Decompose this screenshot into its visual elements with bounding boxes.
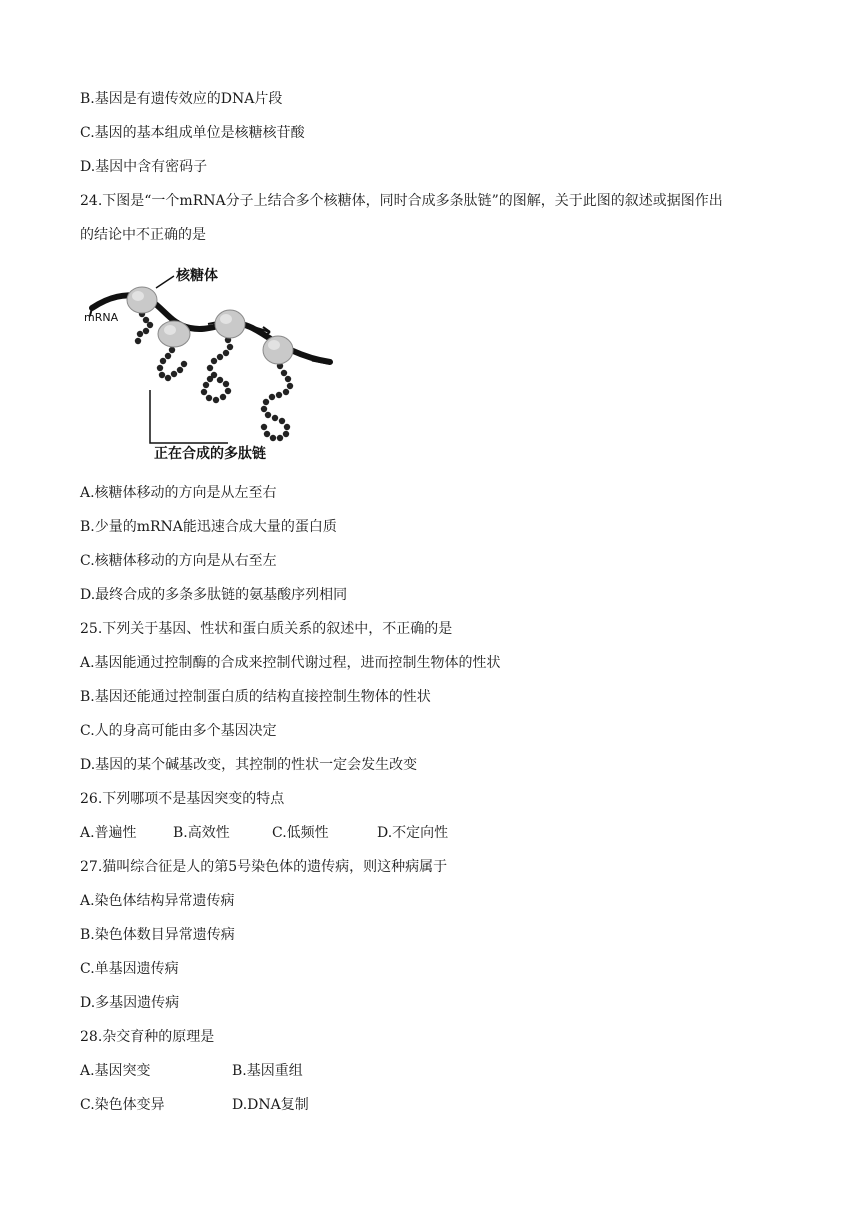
q27-option-c: C.单基因遗传病 [80,961,179,977]
q24-option-a: A.核糖体移动的方向是从左至右 [80,485,277,501]
q27-option-d: D.多基因遗传病 [80,995,180,1011]
q24-option-c: C.核糖体移动的方向是从右至左 [80,553,277,569]
q24-stem-line1: 24.下图是“一个mRNA分子上结合多个核糖体，同时合成多条肽链”的图解，关于此图的叙述或据图作出 [80,193,723,209]
q23-option-c: C.基因的基本组成单位是核糖核苷酸 [80,125,305,141]
q24-stem-line2: 的结论中不正确的是 [80,227,206,243]
q26-option-b: B.高效性 [173,825,230,841]
q26-option-a: A.普遍性 [80,825,137,841]
q28-options-row1 [80,1062,380,1080]
q25-option-b: B.基因还能通过控制蛋白质的结构直接控制生物体的性状 [80,689,431,705]
q28-option-c: C.染色体变异 [80,1097,165,1113]
q28-option-b: B.基因重组 [232,1063,303,1079]
q28-option-a: A.基因突变 [80,1063,151,1079]
q26-options [80,824,540,842]
ribosome-pointer [156,276,174,288]
q25-option-c: C.人的身高可能由多个基因决定 [80,723,277,739]
ribosome-4 [263,336,293,364]
q27-option-b: B.染色体数目异常遗传病 [80,927,235,943]
q23-option-b: B.基因是有遗传效应的DNA片段 [80,91,283,107]
q26-stem: 26.下列哪项不是基因突变的特点 [80,791,285,807]
q28-options-row2 [80,1096,380,1114]
ribosome-label: 核糖体 [176,268,218,284]
q25-option-d: D.基因的某个碱基改变，其控制的性状一定会发生改变 [80,757,418,773]
ribosome-2 [158,321,190,347]
mrna-strand [92,295,330,362]
polyribosome-diagram [80,262,335,468]
q25-stem: 25.下列关于基因、性状和蛋白质关系的叙述中，不正确的是 [80,621,453,637]
q28-option-d: D.DNA复制 [232,1097,309,1113]
q26-option-c: C.低频性 [272,825,329,841]
mrna-label: mRNA [84,311,119,324]
ribosome-3 [215,310,245,338]
q25-option-a: A.基因能通过控制酶的合成来控制代谢过程，进而控制生物体的性状 [80,655,501,671]
q24-option-d: D.最终合成的多条多肽链的氨基酸序列相同 [80,587,348,603]
q26-option-d: D.不定向性 [377,825,449,841]
polypeptide-label: 正在合成的多肽链 [154,446,266,462]
q23-option-d: D.基因中含有密码子 [80,159,208,175]
q28-stem: 28.杂交育种的原理是 [80,1029,215,1045]
q24-option-b: B.少量的mRNA能迅速合成大量的蛋白质 [80,519,337,535]
q27-stem: 27.猫叫综合征是人的第5号染色体的遗传病，则这种病属于 [80,859,448,875]
ribosome-1 [127,287,157,313]
q27-option-a: A.染色体结构异常遗传病 [80,893,235,909]
polyribosome-figure [80,262,335,468]
